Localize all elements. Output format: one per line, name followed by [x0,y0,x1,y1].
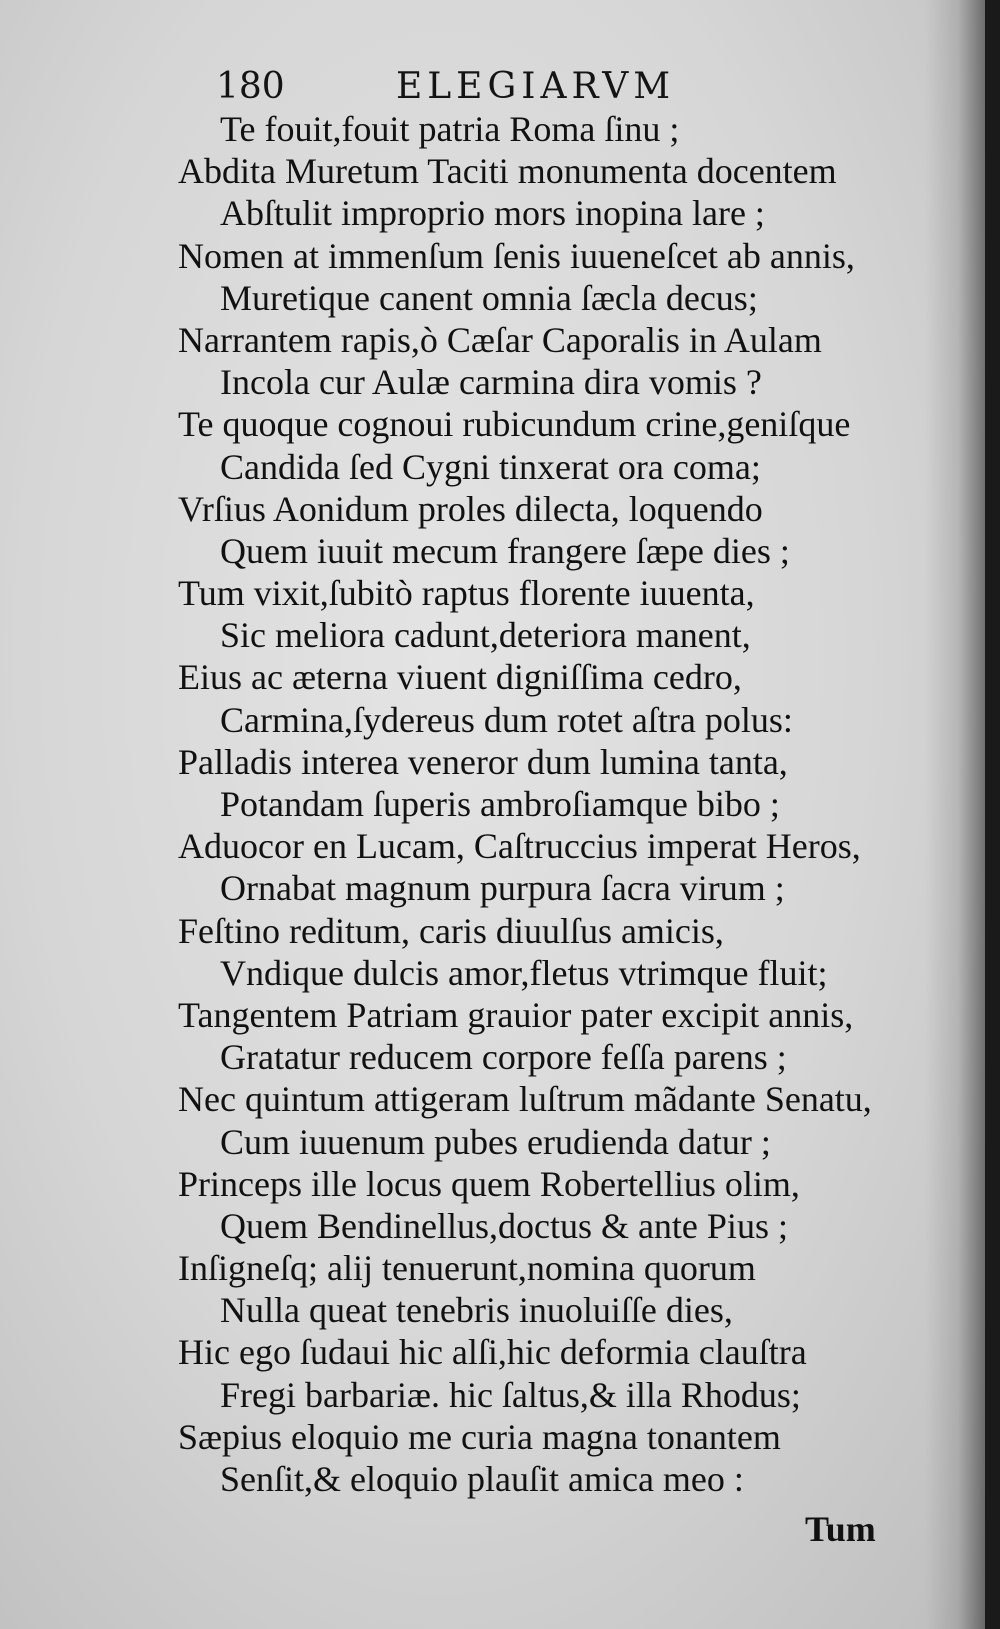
verse-line: Gratatur reducem corpore feſſa parens ; [220,1037,787,1078]
verse-line: Candida ſed Cygni tinxerat ora coma; [220,446,761,487]
verse-line: Vrſius Aonidum proles dilecta, loquendo [178,488,763,529]
verse-line: Narrantem rapis,ò Cæſar Caporalis in Aulam [178,319,822,360]
verse-line: Vndique dulcis amor,fletus vtrimque fluit; [220,952,828,993]
verse-line: Abdita Muretum Taciti monumenta docentem [178,151,837,192]
verse-line: Te fouit,fouit patria Roma ſinu ; [220,109,680,149]
verse-text [0,108,985,1500]
verse-line: Princeps ille locus quem Robertellius olim, [178,1163,800,1204]
verse-line: Abſtulit improprio mors inopina lare ; [220,193,765,234]
verse-line: Ornabat magnum purpura ſacra virum ; [220,868,785,909]
verse-line: Nomen at immenſum ſenis iuueneſcet ab annis, [178,235,855,276]
verse-line: Tum vixit,ſubitò raptus florente iuuenta, [178,573,755,614]
verse-line: Nulla queat tenebris inuoluiſſe dies, [220,1290,733,1331]
verse-line: Cum iuuenum pubes erudienda datur ; [220,1121,771,1162]
verse-line: Fregi barbariæ. hic ſaltus,& illa Rhodus; [220,1374,801,1415]
verse-line: Muretique canent omnia ſæcla decus; [220,277,758,318]
verse-line: Sæpius eloquio me curia magna tonantem [178,1416,781,1457]
verse-line: Aduocor en Lucam, Caſtruccius imperat Heros, [178,826,861,867]
verse-line: Eius ac æterna viuent digniſſima cedro, [178,657,742,698]
verse-line: Senſit,& eloquio plauſit amica meo : [220,1459,744,1499]
verse-line: Incola cur Aulæ carmina dira vomis ? [220,362,762,403]
verse-line: Nec quintum attigeram luſtrum mãdante Senatu, [178,1079,872,1120]
verse-line: Quem Bendinellus,doctus & ante Pius ; [220,1205,788,1246]
page-header [216,64,736,114]
verse-line: Carmina,ſydereus dum rotet aſtra polus: [220,699,793,740]
running-head: ELEGIARVM [396,66,676,107]
verse-line: Feſtino reditum, caris diuulſus amicis, [178,910,724,951]
verse-line: Potandam ſuperis ambroſiamque bibo ; [220,784,780,824]
verse-line: Inſigneſq; alij tenuerunt,nomina quorum [178,1248,756,1289]
verse-line: Tangentem Patriam grauior pater excipit annis, [178,994,854,1035]
verse-line: Sic meliora cadunt,deteriora manent, [220,615,751,656]
verse-line: Hic ego ſudaui hic alſi,hic deformia clauſtra [178,1332,807,1373]
verse-line: Quem iuuit mecum frangere ſæpe dies ; [220,530,790,571]
verse-line: Palladis interea veneror dum lumina tanta, [178,741,788,782]
catchword: Tum [805,1509,876,1549]
page-number: 180 [216,66,285,107]
verse-line: Te quoque cognoui rubicundum crine,geniſque [178,404,851,445]
